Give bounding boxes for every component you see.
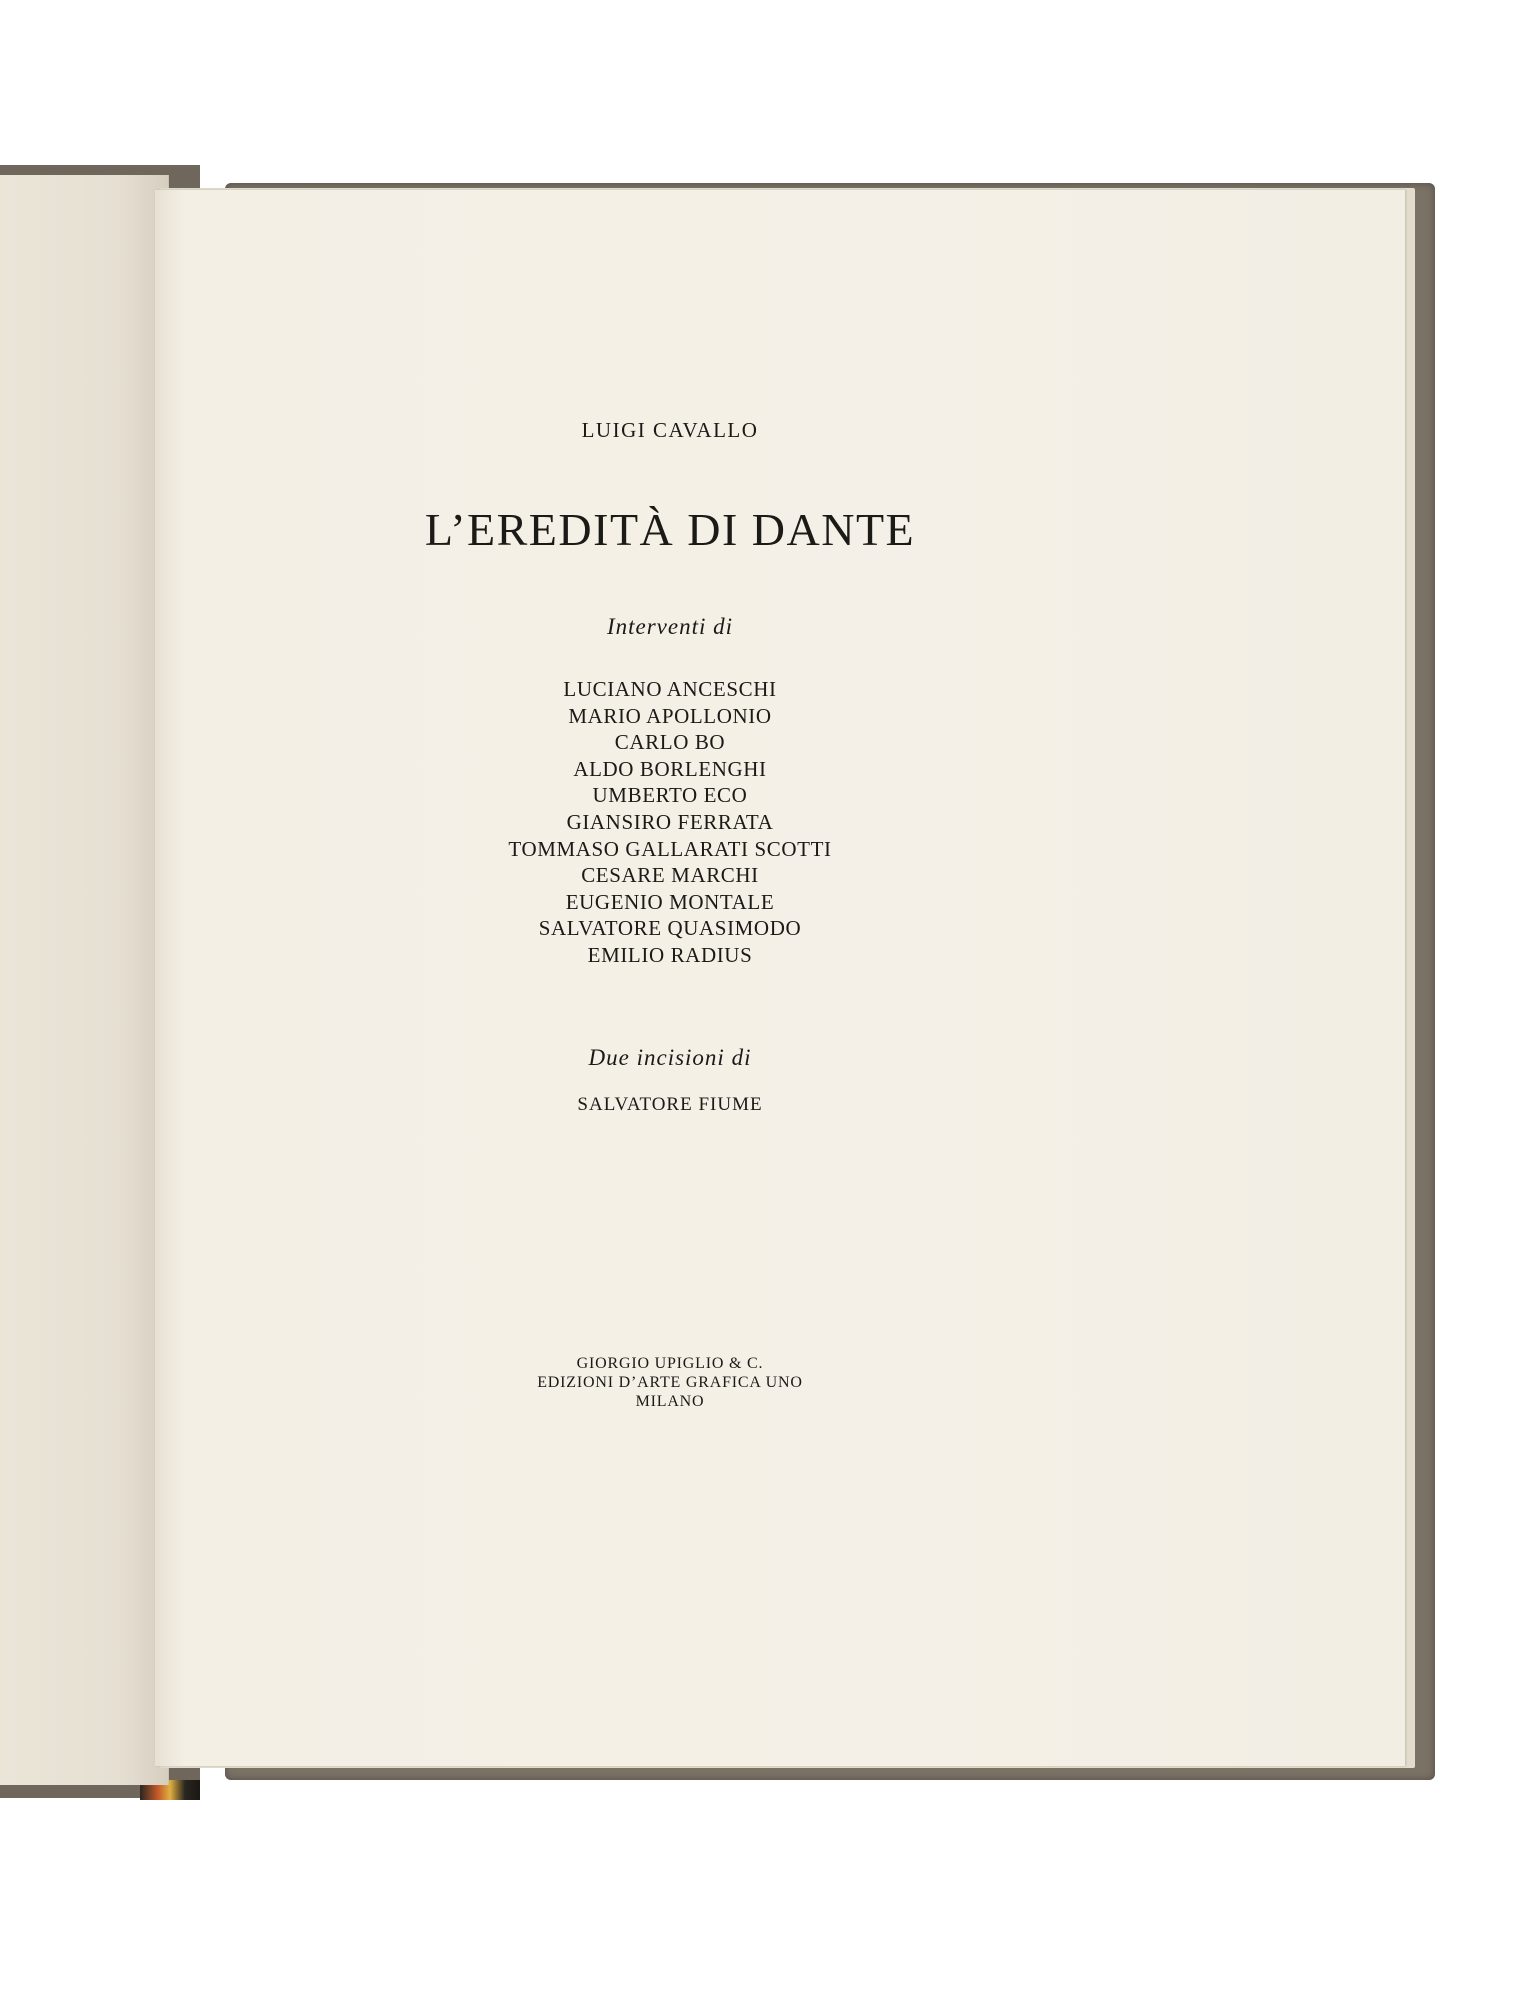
contributor-name: CARLO BO [614, 730, 726, 755]
contributor-name: TOMMASO GALLARATI SCOTTI [508, 836, 832, 861]
contributor-list [360, 676, 980, 969]
contributor-name: LUCIANO ANCESCHI [563, 677, 777, 701]
publisher-line: GIORGIO UPIGLIO & C. [576, 1355, 764, 1372]
contributor-name: UMBERTO ECO [592, 783, 748, 808]
publisher-line: EDIZIONI D’ARTE GRAFICA UNO [537, 1374, 803, 1391]
contributor-name: GIANSIRO FERRATA [566, 809, 774, 834]
contributor-name: MARIO APOLLONIO [568, 703, 772, 728]
engraver-name: SALVATORE FIUME [577, 1094, 763, 1115]
contributor-name: SALVATORE QUASIMODO [538, 916, 802, 941]
publisher-line: MILANO [635, 1393, 705, 1410]
contributor-name: CESARE MARCHI [581, 863, 759, 888]
author-name: LUIGI CAVALLO [581, 418, 759, 442]
contributor-name: ALDO BORLENGHI [573, 756, 767, 781]
book-title: L’EREDITÀ DI DANTE [424, 504, 916, 555]
left-page [0, 175, 169, 1785]
contributor-name: EMILIO RADIUS [587, 942, 753, 967]
contributor-name: EUGENIO MONTALE [565, 889, 775, 914]
contributions-heading: Interventi di [606, 614, 734, 639]
engravings-heading: Due incisioni di [588, 1045, 752, 1070]
publisher-imprint [360, 1354, 980, 1411]
